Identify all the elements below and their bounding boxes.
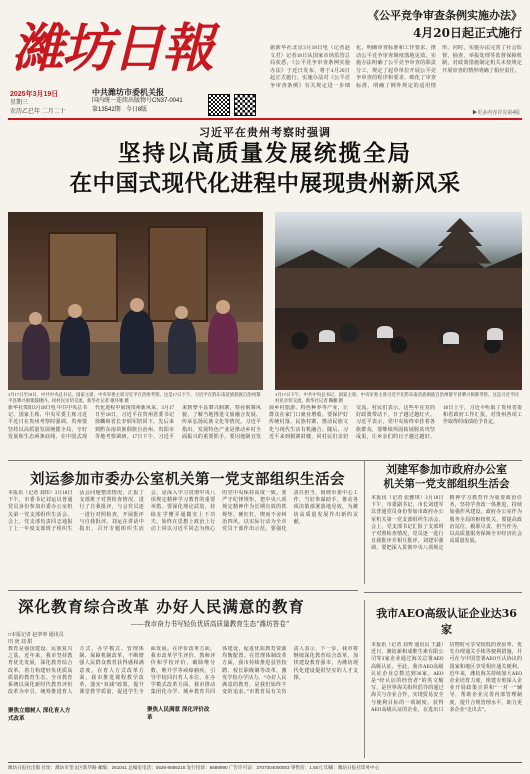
sidebar-story2-body: 本报讯（记者 刘秀 通讯员 王鑫）近日，潍坊新和成维生素有限公司等3家企业通过海关总署AEO高级认证。至此，我市AEO高级认证企业总数达到36家。AEO是“经认证的经营者”的英文缩写，是世界海关组织倡导的通过海关与企业合作，实现贸易安全与便利目标的一项制度。获得AEO高级认证的企业，在进出口货物时可享受较低的查验率、优先办理通关手续等便利措施，并可在与中国签署AEO互认协议的国家和地区享受相应通关便利。近年来，潍坊海关持续加大AEO企业培育力度，组建专班深入企业开展政策宣讲和“一对一”辅导，帮助企业完善内部管理制度，提升合规管理水平，助力更多企业“走出去”。	[371, 643, 522, 713]
photo-caption-left: 3月17日至18日，中共中央总书记、国家主席、中央军委主席习近平在贵州考察。这是17日下午，习近平在黔东南苗族侗族自治州黎平县肇兴侗寨鼓楼内，同村民亲切交流。新华社记者 谢环驰 摄	[8, 392, 261, 403]
issue-date: 2025年3月19日	[10, 91, 59, 98]
newspaper-logo: 濰坊日報	[12, 18, 213, 79]
photo-person	[208, 312, 238, 374]
sidebar-story1-headline2: 机关第一党支部组织生活会	[383, 478, 510, 490]
page-footer: 潍坊日报社出版 社址：潍坊市奎文区新华路 邮编：261041 总编室电话：0536-8685216 发行投诉：8689990 广告许可证：3707004000003 零售价：1.50元 印刷：潍坊日报社印务中心	[8, 762, 522, 772]
lead-photo-right	[275, 212, 522, 390]
story3-subhead: ——我市奋力书写轻负优质高质量教育生态“潍坊答卷”	[130, 620, 290, 628]
story2-body: 本报讯（记者 刘玮）3月18日下午，市委书记刘运以普通党员身份参加市委办公室机关第一党支部组织生活会。会上，党支部负责同志通报了上一年度支部班子组织生活会问题整改情况，汇报了支部班子对照检查情况，进行了自我批评，与会党员逐一进行对照检查，开展批评与自我批评。刘运在讲话中指出，召开专题组织生活会，是深入学习贯彻中央八项规定精神学习教育的重要举措。要深化理论武装，持续在学懂弄通做实上下功夫，始终在思想上政治上行动上同以习近平同志为核心的党中央保持高度一致。要严守纪律规矩，把中央八项规定精神作为长期有效的铁规矩、硬杠杠，锲而不舍纠治四风，以实际行动为全市党员干部作出示范。要强化责任担当，围绕市委中心工作，当好参谋助手，推动各项决策部署落地见效，为潍坊高质量发展作出新的贡献。	[8, 491, 358, 533]
photo-silver-headdress	[487, 328, 503, 340]
issue-number	[92, 106, 202, 115]
top-right-body: 据新华社北京3月18日电（记者赵文君）记者18日从国家市场监管总局获悉，《公平竞争审查条例实施办法》于近日发布，将于4月20日起正式施行。实施办法对《公平竞争审查条例》有关规定进一步细化，明确审查标准和工作要求，推动公平竞争审查制度落地见效。实施办法明确了公平竞争审查的职责分工，规定了起草单位开展公平竞争审查的程序和要求，细化了审查标准，明确了例外规定的适用情形。同时，实施办法完善了社会监督、抽查、举报处理等监督保障机制，对政策措施制定机关未按规定开展审查的情形明确了相应责任。	[270, 45, 522, 89]
qr-code-icon	[234, 94, 256, 116]
lunar-date: 农历乙巳年 二月二十	[10, 109, 66, 115]
photo-person	[22, 324, 50, 380]
lead-kicker: 习近平在贵州考察时强调	[199, 126, 331, 139]
sidebar-story2	[364, 600, 522, 758]
qr-code-icon	[208, 94, 230, 116]
photo-crowd	[275, 308, 522, 390]
more-link[interactable]: ▶更多内容详见第4版	[472, 110, 520, 116]
publisher-block	[92, 88, 202, 115]
photo-silver-headdress	[319, 330, 335, 342]
story3-byline: □本报记者 赵寧寧 通讯员 田 庚 刘 甜	[8, 632, 64, 645]
masthead	[8, 6, 522, 116]
publisher-name: 中共潍坊市委机关报	[92, 88, 164, 97]
page-count: 今日8版	[125, 107, 148, 113]
photo-silver-headdress	[443, 332, 459, 344]
photo-person-head	[175, 306, 188, 319]
story3-body: 教育是强国建设、民族复兴之基。近年来，我市坚持教育优先发展，深化教育综合改革，着力构建轻负优质高质量的教育生态。全市教育系统以深化新时代教育评价改革为牵引，统筹推进育人方式、办学模式、管理体制、保障机制改革，不断增强人民群众教育获得感和满意度。在育人方式改革方面，我市推进课程教学改革，落实“双减”政策，提升课堂教学质量，促进学生全面发展。在评价改革方面，我市改革学生评价、教师评价和学校评价，破除唯分数、唯升学等顽瘴痼疾，引导学校回归育人本位。在办学模式改革方面，我市推动集团化办学、城乡教育共同体建设，促进优质教育资源均衡配置。在管理体制改革方面，我市持续推进县管校聘、校长职级制等改革，激发学校办学活力。“办好人民满意的教育，是我们始终不变的追求。”市教育局有关负责人表示，下一步，我市将继续深化教育综合改革，加快建设教育强市，为潍坊现代化建设提供坚实的人才支撑。	[8, 647, 358, 696]
issue-date-block	[10, 90, 82, 117]
story3-section-heading: 聚焦立德树人 深化育人方式改革	[8, 708, 71, 722]
sidebar-story1-headline1: 刘建军参加市政府办公室	[386, 463, 507, 476]
section-divider	[8, 590, 358, 591]
lead-photo-left	[8, 212, 263, 390]
cn-code: 国内统一连续出版物号CN37-0041	[92, 98, 183, 104]
sidebar-story1	[364, 460, 522, 584]
top-right-title: 《公平竞争审查条例实施办法》	[368, 9, 522, 22]
story3-section-heading: 聚焦人民满意 深化评价改革	[147, 707, 210, 721]
photo-roofs	[275, 242, 522, 268]
story3-headline: 深化教育综合改革 办好人民满意的教育	[18, 597, 305, 616]
photo-person-head	[216, 300, 230, 314]
photo-door	[48, 232, 118, 322]
issue-no: 第13542期	[92, 107, 121, 113]
photo-person-head	[130, 298, 144, 312]
lead-headline-line2: 在中国式现代化进程中展现贵州新风采	[69, 171, 461, 197]
masthead-divider	[8, 118, 522, 120]
photo-person	[168, 318, 196, 374]
section-divider	[364, 592, 522, 593]
lead-headline-line1: 坚持以高质量发展统揽全局	[117, 141, 412, 167]
photo-buildings	[275, 268, 522, 308]
sidebar-story2-headline: 我市AEO高级认证企业达36家	[376, 607, 517, 636]
photo-silver-headdress	[377, 326, 393, 338]
photo-person	[60, 316, 90, 376]
photo-caption-right: 3月17日下午，中共中央总书记、国家主席、中央军委主席习近平在黔东南苗族侗族自治州黎平县肇兴侗寨考察。这是习近平同村民亲切交流。新华社记者 鞠鹏 摄	[275, 392, 519, 403]
photo-person-head	[68, 304, 82, 318]
weekday: 星期三	[10, 100, 29, 106]
photo-person	[120, 310, 154, 374]
photo-person-head	[29, 312, 42, 325]
lead-article-body: 新华社贵阳3月18日电 中共中央总书记、国家主席、中央军委主席习近平近日在贵州考察时强调，贵州要坚持以高质量发展统揽全局，守好发展和生态两条底线，在中国式现代化进程中展现贵州新风采。3月17日至18日，习近平在贵州省委书记徐麟和省长李炳军陪同下，先后来到黔东南苗族侗族自治州、贵阳市等地考察调研。17日下午，习近平来到黎平县肇兴侗寨，察看侗寨风貌，了解当地推进文旅融合发展、传承弘扬民族文化等情况。习近平指出，发展特色产业是推动乡村全面振兴的重要抓手，要因地制宜发展乡村旅游、特色种养等产业，让群众在家门口就业增收。要保护好传统村落、民族村寨，推动民族文化与现代生活有机融合。随后，习近平来到侗寨鼓楼，同村民们亲切交流。村民们表示，这些年在党的好政策带动下，日子越过越红火。习近平表示，党中央始终牵挂着各族群众，要继续巩固拓展脱贫攻坚成果，让乡亲们的日子越过越好。18日上午，习近平听取了贵州省委和省政府工作汇报，对贵州各项工作取得的成绩给予肯定。	[8, 406, 522, 440]
top-right-story	[270, 8, 522, 116]
sidebar-story1-body: 本报讯（记者 张雅琪）3月18日下午，市委副书记、市长刘建军以普通党员身份参加市政府办公室机关第一党支部组织生活会。会上，党支部书记汇报了支部班子对照检查情况，党员逐一进行自我批评并相互批评。刘建军强调，要把深入贯彻中央八项规定精神学习教育作为重要政治任务，坚持学查改一体推进，持续加强作风建设。政府办公室作为服务全局的枢纽机关，要提高政治站位，履职尽责、担当作为，以高质量服务保障全市经济社会高质量发展。	[371, 496, 522, 552]
top-right-subtitle: 4月20日起正式施行	[412, 26, 522, 40]
story2-headline: 刘运参加市委办公室机关第一党支部组织生活会	[30, 471, 345, 488]
